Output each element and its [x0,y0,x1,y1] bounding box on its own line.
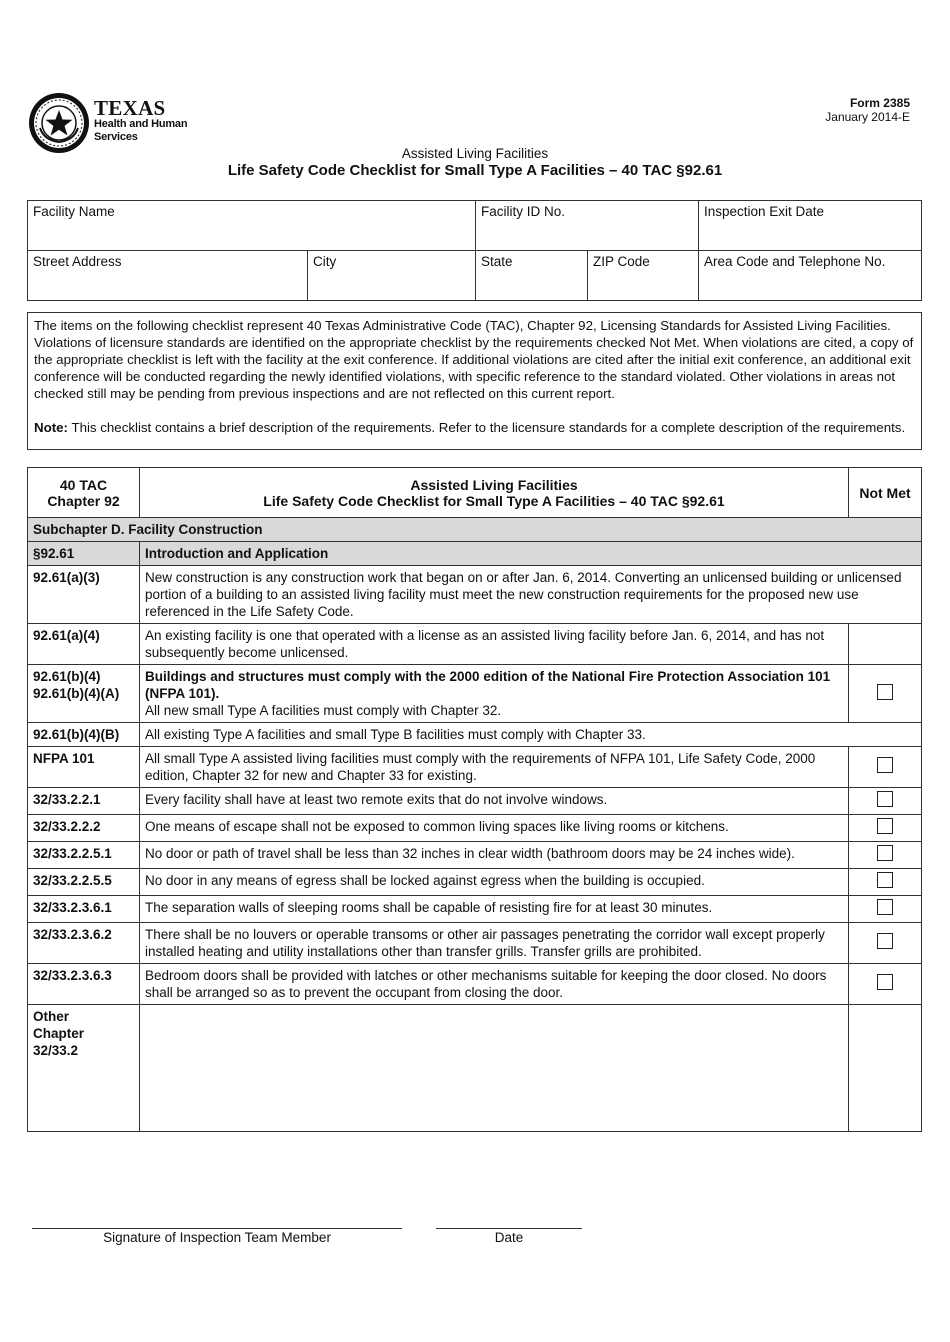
facility-name-label: Facility Name [33,204,115,219]
facility-id-field[interactable] [476,201,699,251]
checklist-row: 92.61(a)(4) An existing facility is one that operated with a license as an assisted living facility before Jan. 6, 2014, and has not subsequently become unlicensed. [28,624,922,665]
logo-line-2: Services [94,131,138,143]
checklist-row: 32/33.2.3.6.1 The separation walls of sleeping rooms shall be capable of resisting fire for at least 30 minutes. [28,896,922,923]
subchapter-row: Subchapter D. Facility Construction [28,518,922,542]
checklist-row: 32/33.2.2.1 Every facility shall have at least two remote exits that do not involve windows. [28,788,922,815]
other-notes-field[interactable] [140,1005,849,1132]
not-met-checkbox[interactable] [877,845,893,861]
street-address-field[interactable] [28,251,308,301]
date-line[interactable] [436,1228,582,1245]
page-subtitle: Assisted Living Facilities [401,146,549,161]
signature-label: Signature of Inspection Team Member [103,1230,331,1245]
form-number-block [825,96,910,124]
state-label: State [481,254,513,269]
note-text: This checklist contains a brief description of the requirements. Refer to the licensure standards for a complete description of the requirements. [71,420,906,435]
col-header-not-met: Not Met [849,468,922,518]
checklist-row: 32/33.2.2.2 One means of escape shall not be exposed to common living spaces like living rooms or kitchens. [28,815,922,842]
not-met-checkbox[interactable] [877,757,893,773]
intro-note [34,419,915,436]
checklist-row: 32/33.2.2.5.5 No door in any means of egress shall be locked against egress when the building is occupied. [28,869,922,896]
zip-field[interactable] [588,251,699,301]
not-met-checkbox[interactable] [877,684,893,700]
facility-name-field[interactable] [28,201,476,251]
not-met-checkbox[interactable] [877,933,893,949]
date-label: Date [494,1230,524,1245]
checklist-row: 92.61(a)(3) New construction is any construction work that began on or after Jan. 6, 2014. Converting an unlicensed building or unlicensed portion of a building to an assisted living facility must meet the new construction requirements for the proposed new use referenced in the Life Safety Code. [28,566,922,624]
form-number: Form 2385 [849,96,910,110]
checklist-row: NFPA 101 All small Type A assisted living facilities must comply with the requirements of NFPA 101, Life Safety Code, 2000 edition, Chapter 32 for new and Chapter 33 for existing. [28,747,922,788]
checklist-row: 32/33.2.3.6.2 There shall be no louvers or operable transoms or other air passages penetrating the corridor wall except properly installed heating and utility installations other than transfer grills. Transfer grills are prohibited. [28,923,922,964]
checklist-row: 32/33.2.3.6.3 Bedroom doors shall be provided with latches or other mechanisms suitable for keeping the door closed. No doors shall be arranged so as to prevent the occupant from closing the door. [28,964,922,1005]
logo-title: TEXAS [94,96,166,120]
note-label: Note: [34,420,68,435]
state-seal-icon [28,92,90,154]
form-date: January 2014-E [825,110,910,124]
not-met-checkbox[interactable] [877,872,893,888]
not-met-checkbox[interactable] [877,899,893,915]
intro-box [27,312,922,450]
inspection-exit-date-label: Inspection Exit Date [704,204,825,219]
page-title: Life Safety Code Checklist for Small Type A Facilities – 40 TAC §92.61 [227,162,723,179]
col-header-tac: 40 TAC Chapter 92 [28,468,140,518]
section-title: Introduction and Application [140,542,922,566]
col-header-title: Assisted Living Facilities Life Safety Code Checklist for Small Type A Facilities – 40 TAC §92.61 [140,468,849,518]
signature-line[interactable] [32,1228,402,1245]
not-met-checkbox[interactable] [877,974,893,990]
phone-label: Area Code and Telephone No. [704,254,886,269]
checklist-row: 32/33.2.2.5.1 No door or path of travel shall be less than 32 inches in clear width (bathroom doors may be 24 inches wide). [28,842,922,869]
phone-field[interactable] [699,251,922,301]
checklist-row: 92.61(b)(4)(B) All existing Type A facilities and small Type B facilities must comply with Chapter 33. [28,723,922,747]
not-met-checkbox[interactable] [877,818,893,834]
checklist-row: 92.61(b)(4) 92.61(b)(4)(A) Buildings and structures must comply with the 2000 edition of the National Fire Protection Association 101 (NFPA 101). All new small Type A facilities must comply with Chapter 32. [28,665,922,723]
checklist-table [27,467,922,1132]
logo-line-1: Health and Human [94,118,188,130]
other-not-met-field[interactable] [849,1005,922,1132]
city-field[interactable] [308,251,476,301]
inspection-exit-date-field[interactable] [699,201,922,251]
zip-label: ZIP Code [593,254,650,269]
facility-id-label: Facility ID No. [481,204,566,219]
street-address-label: Street Address [33,254,122,269]
city-label: City [313,254,337,269]
state-field[interactable] [476,251,588,301]
other-chapter-row: Other Chapter 32/33.2 [28,1005,922,1132]
section-code: §92.61 [28,542,140,566]
not-met-checkbox[interactable] [877,791,893,807]
facility-info-table [27,200,922,301]
intro-text: The items on the following checklist represent 40 Texas Administrative Code (TAC), Chapter 92, Licensing Standards for Assisted Living Facilities. Violations of licensure standards are identified on the appropriate checklist by the requirements checked Not Met. When violations are cited, a copy of the appropriate checklist is left with the facility at the exit conference. If additional violations are cited after the initial exit conference, an additional exit conference will be conducted regarding the newly identified violations, with specific reference to the standard violated. Other violations in areas not checked still may be pending from previous inspections and are not reflected on this current report. [34,318,914,401]
